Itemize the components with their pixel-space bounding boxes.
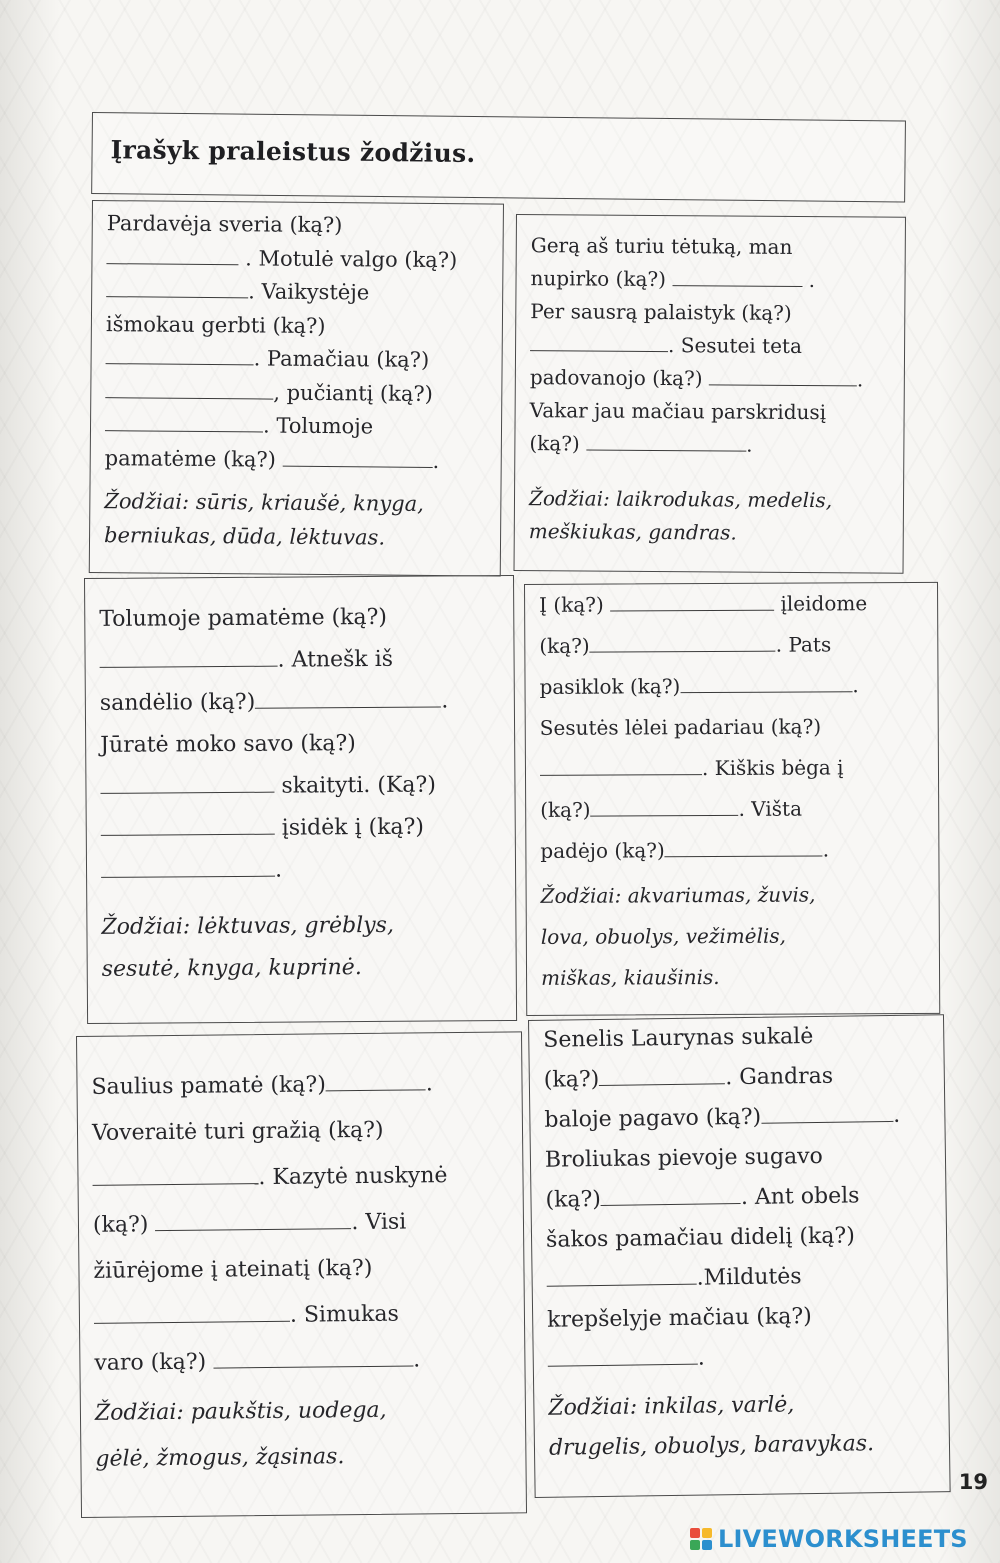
- text-segment: .: [441, 688, 449, 714]
- word-list: gėlė, žmogus, žąsinas.: [95, 1444, 345, 1472]
- word-list: laikrodukas, medelis,: [616, 486, 833, 513]
- text-segment: Vakar jau mačiau parskridusį: [529, 398, 827, 425]
- answer-blank[interactable]: [610, 591, 774, 612]
- text-segment: Per sausrą palaistyk (ką?): [530, 299, 792, 325]
- text-segment: .: [274, 857, 283, 883]
- answer-blank[interactable]: [99, 645, 277, 668]
- answer-blank[interactable]: [106, 343, 254, 365]
- text-segment: Saulius pamatė (ką?): [91, 1072, 326, 1100]
- words-label: Žodžiai:: [540, 883, 622, 908]
- text-segment: skaityti. (Ką?): [281, 772, 436, 799]
- text-segment: išmokau gerbti (ką?): [105, 311, 326, 338]
- words-label: Žodžiai:: [94, 1399, 184, 1426]
- word-list: akvariumas, žuvis,: [627, 882, 816, 908]
- word-list: lėktuvas, grėblys,: [197, 912, 395, 940]
- exercise-card-1: [89, 200, 504, 577]
- word-list: miškas, kiaušinis.: [540, 964, 720, 990]
- word-list: sūris, kriaušė, knyga,: [195, 489, 424, 516]
- text-segment: krepšelyje mačiau (ką?): [547, 1304, 812, 1333]
- answer-blank[interactable]: [540, 755, 702, 776]
- logo-square: [690, 1528, 700, 1538]
- text-segment: (ką?): [539, 633, 590, 658]
- answer-blank[interactable]: [101, 855, 275, 878]
- text-segment: . Simukas: [289, 1301, 399, 1328]
- exercise-card-2: [514, 214, 906, 574]
- answer-blank[interactable]: [546, 1263, 696, 1287]
- text-segment: . Pamačiau (ką?): [253, 346, 430, 372]
- answer-blank[interactable]: [680, 672, 852, 693]
- answer-blank[interactable]: [101, 813, 275, 836]
- answer-blank[interactable]: [586, 430, 746, 451]
- text-segment: Gerą aš turiu tėtuką, man: [530, 233, 793, 259]
- text-segment: (ką?): [92, 1212, 149, 1238]
- answer-blank[interactable]: [155, 1207, 351, 1231]
- answer-blank[interactable]: [665, 836, 823, 857]
- text-segment: .: [822, 837, 830, 862]
- word-list: lova, obuolys, vežimėlis,: [540, 923, 787, 949]
- logo-square: [690, 1540, 700, 1550]
- text-segment: Tolumoje pamatėme (ką?): [99, 604, 388, 632]
- text-segment: .: [856, 367, 864, 392]
- answer-blank[interactable]: [94, 1300, 290, 1324]
- answer-blank[interactable]: [709, 365, 857, 386]
- text-segment: , pučiantį (ką?): [273, 380, 433, 406]
- answer-blank[interactable]: [213, 1345, 413, 1369]
- text-segment: . Vaikystėje: [248, 279, 370, 305]
- text-segment: . Motulė valgo (ką?): [245, 245, 458, 272]
- text-segment: .: [697, 1345, 705, 1371]
- liveworksheets-logo: [690, 1522, 990, 1556]
- exercise-card-6: [528, 1014, 951, 1498]
- text-segment: .: [432, 448, 440, 473]
- text-segment: Į (ką?): [539, 592, 604, 617]
- answer-blank[interactable]: [601, 1182, 741, 1206]
- text-segment: .: [425, 1071, 433, 1097]
- text-segment: padėjo (ką?): [540, 838, 665, 863]
- word-list: meškiukas, gandras.: [528, 519, 737, 545]
- words-label: Žodžiai:: [548, 1394, 638, 1421]
- text-segment: Jūratė moko savo (ką?): [100, 731, 356, 758]
- text-segment: .: [412, 1347, 421, 1373]
- text-segment: varo (ką?): [94, 1349, 207, 1376]
- text-segment: . Tolumoje: [262, 413, 374, 439]
- answer-blank[interactable]: [255, 686, 441, 709]
- words-label: Žodžiai:: [101, 914, 191, 940]
- text-segment: . Atnešk iš: [277, 646, 394, 673]
- answer-blank[interactable]: [100, 771, 274, 794]
- answer-blank[interactable]: [590, 632, 776, 653]
- text-segment: .Mildutės: [696, 1264, 802, 1291]
- text-segment: .: [808, 268, 816, 293]
- text-segment: . Gandras: [725, 1063, 834, 1091]
- text-segment: .: [892, 1102, 901, 1128]
- text-segment: pasiklok (ką?): [539, 674, 681, 699]
- text-segment: . Ant obels: [740, 1183, 860, 1211]
- word-list: inkilas, varlė,: [644, 1392, 795, 1420]
- logo-text: LIVEWORKSHEETS: [718, 1525, 968, 1553]
- answer-blank[interactable]: [599, 1062, 725, 1086]
- text-segment: įsidėk į (ką?): [281, 814, 425, 841]
- answer-blank[interactable]: [106, 276, 248, 298]
- text-segment: . Visi: [351, 1209, 407, 1236]
- text-segment: .: [852, 673, 859, 698]
- text-segment: sandėlio (ką?): [99, 689, 256, 716]
- task-header: [91, 112, 906, 203]
- words-label: Žodžiai:: [104, 489, 190, 514]
- text-segment: šakos pamačiau didelį (ką?): [545, 1223, 856, 1253]
- page-number: 19: [958, 1470, 988, 1494]
- text-segment: . Kazytė nuskynė: [258, 1163, 448, 1191]
- words-label: Žodžiai:: [528, 486, 610, 511]
- word-list: sesutė, knyga, kuprinė.: [101, 955, 362, 982]
- text-segment: Pardavėja sveria (ką?): [106, 211, 343, 238]
- task-title: Įrašyk praleistus žodžius.: [110, 135, 476, 169]
- text-segment: įleidome: [780, 591, 868, 616]
- logo-icon: [690, 1528, 712, 1550]
- text-segment: . Pats: [775, 632, 832, 657]
- text-segment: . Sesutei teta: [668, 333, 803, 358]
- text-segment: pamatėme (ką?): [104, 445, 277, 472]
- word-list: berniukas, dūda, lėktuvas.: [103, 522, 386, 550]
- word-list: paukštis, uodega,: [190, 1397, 387, 1425]
- logo-square: [702, 1528, 712, 1538]
- exercise-card-3: [84, 575, 517, 1024]
- text-segment: .: [746, 432, 753, 457]
- answer-blank[interactable]: [105, 410, 263, 432]
- logo-square: [702, 1540, 712, 1550]
- answer-blank[interactable]: [92, 1162, 258, 1186]
- text-segment: baloje pagavo (ką?): [544, 1104, 762, 1133]
- answer-blank[interactable]: [283, 445, 433, 467]
- text-segment: Voveraitė turi gražią (ką?): [91, 1117, 384, 1146]
- text-segment: padovanojo (ką?): [529, 365, 703, 391]
- word-list: drugelis, obuolys, baravykas.: [548, 1431, 875, 1461]
- text-segment: Broliukas pievoje sugavo: [544, 1143, 823, 1173]
- answer-blank[interactable]: [548, 1343, 698, 1367]
- text-segment: (ką?): [545, 1187, 602, 1213]
- text-segment: . Višta: [738, 796, 803, 821]
- text-segment: Senelis Laurynas sukalė: [543, 1024, 814, 1053]
- answer-blank[interactable]: [105, 377, 273, 399]
- answer-blank[interactable]: [530, 331, 668, 352]
- answer-blank[interactable]: [590, 796, 738, 817]
- text-segment: . Kiškis bėga į: [701, 755, 844, 781]
- exercise-card-4: [524, 582, 940, 1016]
- text-segment: Sesutės lėlei padariau (ką?): [539, 714, 822, 740]
- text-segment: (ką?): [543, 1067, 600, 1093]
- text-segment: žiūrėjome į ateinatį (ką?): [93, 1255, 373, 1284]
- answer-blank[interactable]: [761, 1100, 893, 1124]
- text-segment: (ką?): [540, 797, 591, 822]
- text-segment: nupirko (ką?): [530, 266, 667, 292]
- text-segment: (ką?): [529, 431, 580, 456]
- exercise-card-5: [76, 1031, 527, 1518]
- answer-blank[interactable]: [672, 266, 802, 287]
- answer-blank[interactable]: [326, 1068, 426, 1091]
- answer-blank[interactable]: [106, 243, 238, 265]
